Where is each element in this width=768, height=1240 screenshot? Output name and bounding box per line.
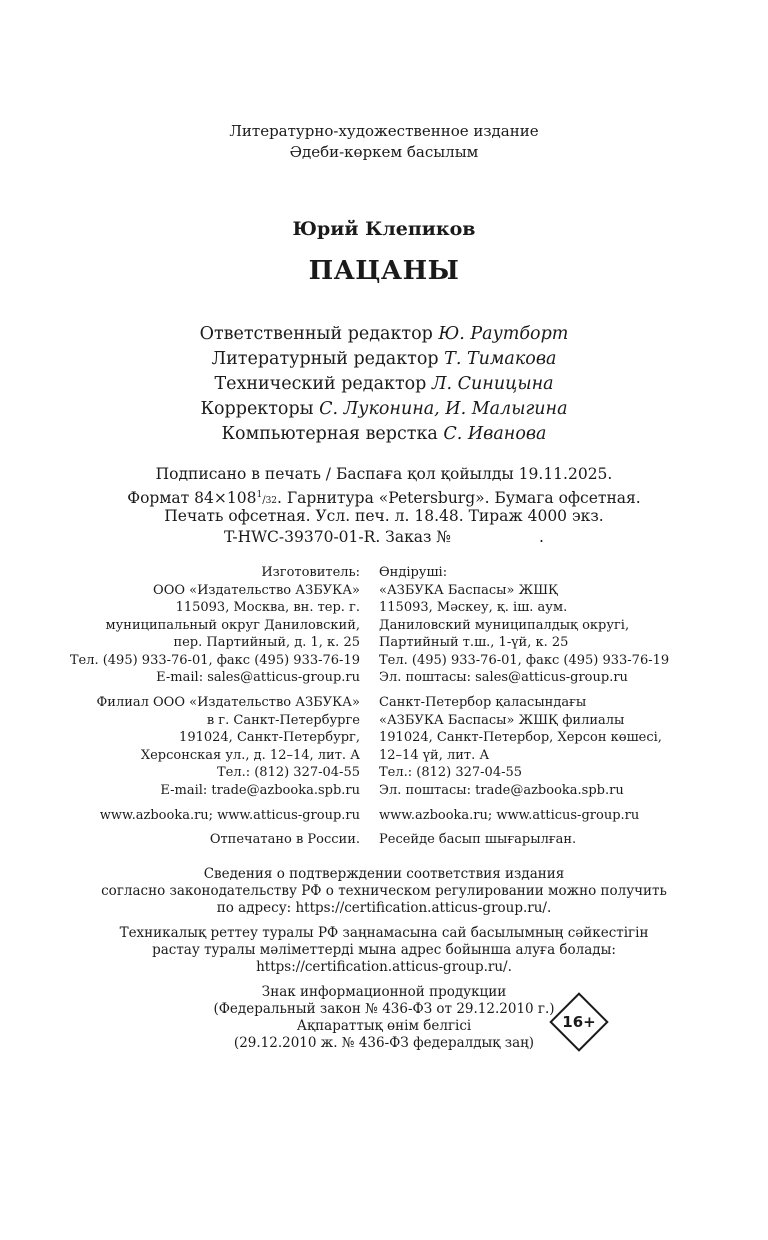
book-title: ПАЦАНЫ (308, 256, 460, 286)
certification-kz-line: Техникалық реттеу туралы РФ заңнамасына сай басылымның сәйкестігін (119, 925, 649, 941)
info-sign-line: Знак информационной продукции (261, 984, 507, 1000)
order-line: T-HWC-39370-01-R. Заказ № . (224, 528, 544, 546)
editor-line: Технический редактор Л. Синицына (214, 374, 554, 394)
printed-ru: Отпечатано в России. (209, 832, 360, 847)
certification-ru-line: Сведения о подтверждении соответствия издания (203, 866, 565, 882)
format-line: Формат $84\times 108^1/32$. Гарнитура «Petersburg». Бумага офсетная. (127, 489, 641, 508)
info-sign-line: Ақпараттық өнім белгісі (296, 1018, 472, 1034)
certification-ru-line: согласно законодательству РФ о техническом регулировании можно получить (101, 883, 667, 899)
branch-kz: Санкт-Петербор қаласындағы «АЗБУКА Баспасы» ЖШҚ филиалы 191024, Санкт-Петербор, Херсон көшесі, 12–14 үй, лит. А Тел.: (812) 327-04-55 Эл. поштасы: trade@azbooka.spb.ru (379, 695, 662, 798)
info-sign-line: (29.12.2010 ж. № 436-ФЗ федералдық заң) (233, 1035, 535, 1051)
manufacturer-ru: Изготовитель: ООО «Издательство АЗБУКА» 115093, Москва, вн. тер. г. муниципальный округ Даниловский, пер. Партийный, д. 1, к. 25 Тел. (495) 933-76-01, факс (495) 933-76-19 E-mail: sales@atticus-group.ru (69, 565, 360, 685)
editor-line: Компьютерная верстка С. Иванова (221, 424, 547, 444)
websites-ru: www.azbooka.ru; www.atticus-group.ru (99, 808, 360, 823)
websites-kz: www.azbooka.ru; www.atticus-group.ru (379, 808, 640, 823)
certification-kz-line: https://certification.atticus-group.ru/. (256, 959, 512, 975)
signed-line: Подписано в печать / Баспаға қол қойылды 19.11.2025. (155, 465, 613, 483)
edition-type-kz: Әдеби-көркем басылым (289, 143, 479, 161)
certification-kz-line: растау туралы мәліметтерді мына адрес бойынша алуға болады: (152, 942, 616, 958)
printed-kz: Ресейде басып шығарылған. (379, 832, 577, 847)
edition-type-ru: Литературно-художественное издание (229, 122, 539, 140)
editor-line: Ответственный редактор Ю. Раутборт (199, 324, 569, 344)
editor-line: Корректоры С. Луконина, И. Малыгина (200, 399, 568, 419)
manufacturer-kz: Өндіруші: «АЗБУКА Баспасы» ЖШҚ 115093, Мәскеу, қ. іш. аум. Даниловский муниципалдық округі, Партийный т.ш., 1-үй, к. 25 Тел. (495) 933-76-01, факс (495) 933-76-19 Эл. поштасы: sales@atticus-group.ru (379, 565, 670, 685)
print-line: Печать офсетная. Усл. печ. л. 18.48. Тираж 4000 экз. (164, 507, 604, 525)
age-rating-label: 16+ (562, 1013, 596, 1031)
author: Юрий Клепиков (292, 218, 476, 240)
info-sign-line: (Федеральный закон № 436-ФЗ от 29.12.2010 г.) (213, 1001, 555, 1017)
editor-line: Литературный редактор Т. Тимакова (211, 349, 557, 369)
certification-ru-line: по адресу: https://certification.atticus-group.ru/. (216, 900, 552, 916)
branch-ru: Филиал ООО «Издательство АЗБУКА» в г. Санкт-Петербурге 191024, Санкт-Петербург, Херсонская ул., д. 12–14, лит. А Тел.: (812) 327-04-55 E-mail: trade@azbooka.spb.ru (96, 695, 360, 798)
